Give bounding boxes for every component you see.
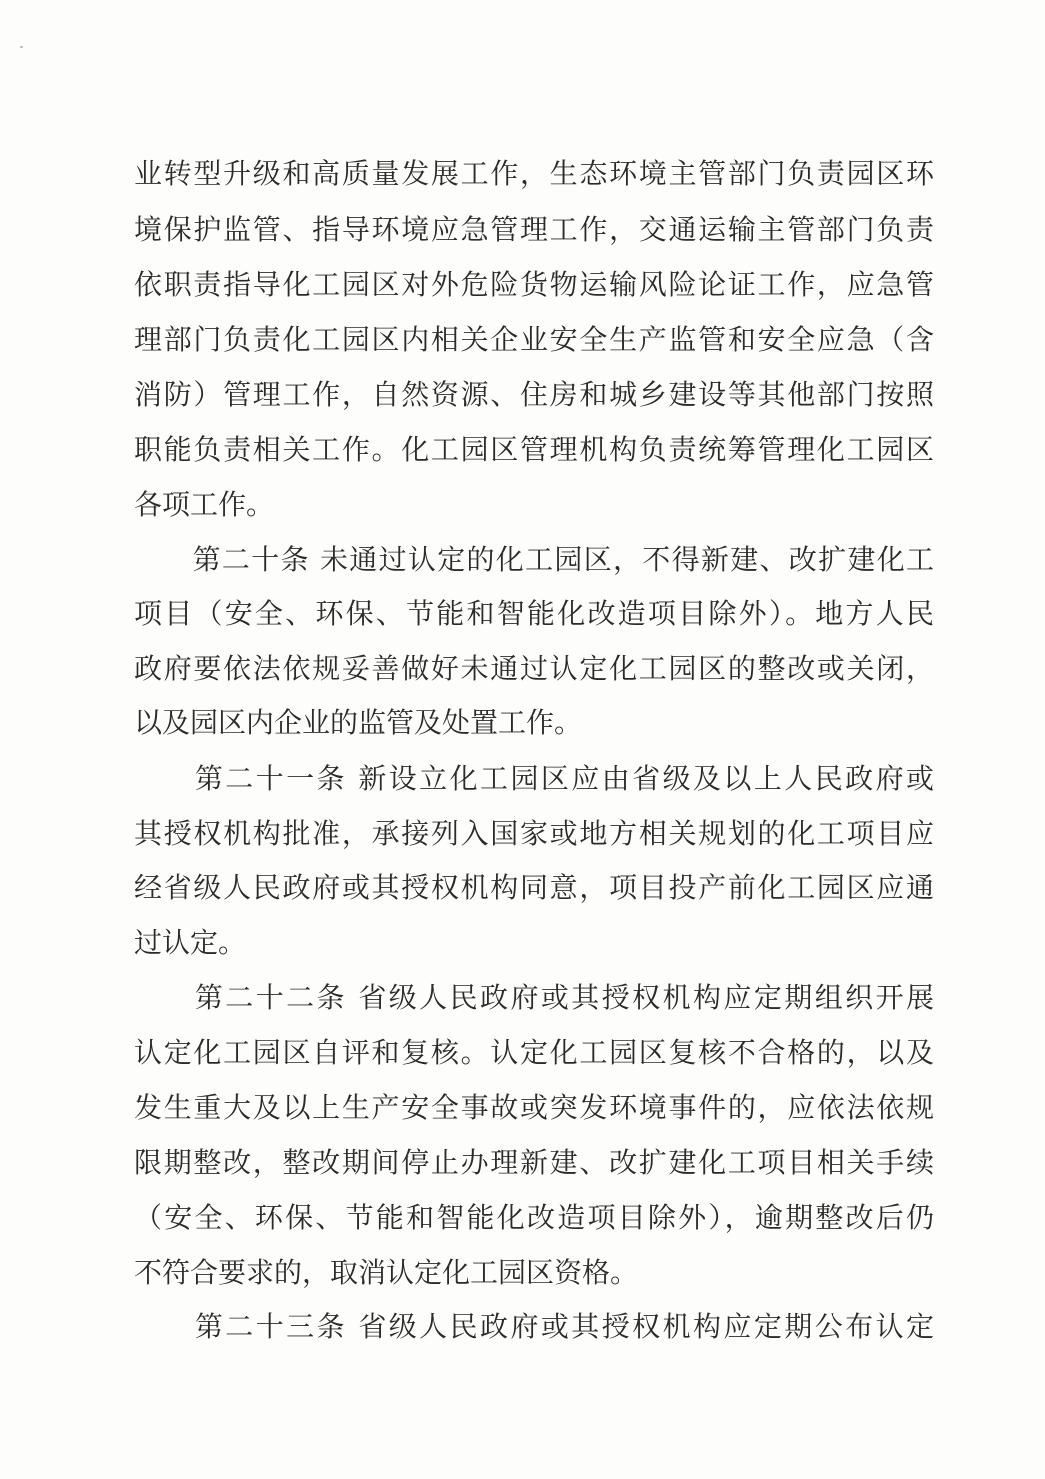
text-line: 业转型升级和高质量发展工作，生态环境主管部门负责园区环 [134, 157, 934, 190]
text-line: 经省级人民政府或其授权机构同意，项目投产前化工园区应通 [134, 871, 934, 904]
text-line: 消防）管理工作，自然资源、住房和城乡建设等其他部门按照 [134, 378, 934, 411]
text-line: 各项工作。 [134, 488, 275, 521]
text-line: 境保护监管、指导环境应急管理工作，交通运输主管部门负责 [134, 213, 934, 246]
article-20-first-line: 第二十条 未通过认定的化工园区，不得新建、改扩建化工 [134, 543, 934, 576]
text-line: 职能负责相关工作。化工园区管理机构负责统筹管理化工园区 [134, 433, 934, 466]
text-line: 理部门负责化工园区内相关企业安全生产监管和安全应急（含 [134, 323, 934, 356]
text-line: 发生重大及以上生产安全事故或突发环境事件的，应依法依规 [134, 1091, 934, 1124]
text-line: 过认定。 [134, 926, 247, 959]
text-line: 以及园区内企业的监管及处置工作。 [134, 706, 583, 739]
article-22-first-line: 第二十二条 省级人民政府或其授权机构应定期组织开展 [134, 981, 934, 1014]
text-line: 限期整改，整改期间停止办理新建、改扩建化工项目相关手续 [134, 1146, 934, 1179]
text-line: 不符合要求的，取消认定化工园区资格。 [134, 1256, 639, 1289]
article-21-first-line: 第二十一条 新设立化工园区应由省级及以上人民政府或 [134, 762, 934, 795]
scan-speck [20, 46, 23, 48]
text-line: 认定化工园区自评和复核。认定化工园区复核不合格的，以及 [134, 1036, 934, 1069]
text-line: 其授权机构批准，承接列入国家或地方相关规划的化工项目应 [134, 817, 934, 850]
text-line: 政府要依法依规妥善做好未通过认定化工园区的整改或关闭， [134, 652, 934, 685]
text-line: 项目（安全、环保、节能和智能化改造项目除外）。地方人民 [134, 597, 934, 630]
text-line: 依职责指导化工园区对外危险货物运输风险论证工作，应急管 [134, 268, 934, 301]
article-23-first-line: 第二十三条 省级人民政府或其授权机构应定期公布认定 [134, 1310, 934, 1343]
text-line: （安全、环保、节能和智能化改造项目除外），逾期整改后仍 [134, 1201, 934, 1234]
